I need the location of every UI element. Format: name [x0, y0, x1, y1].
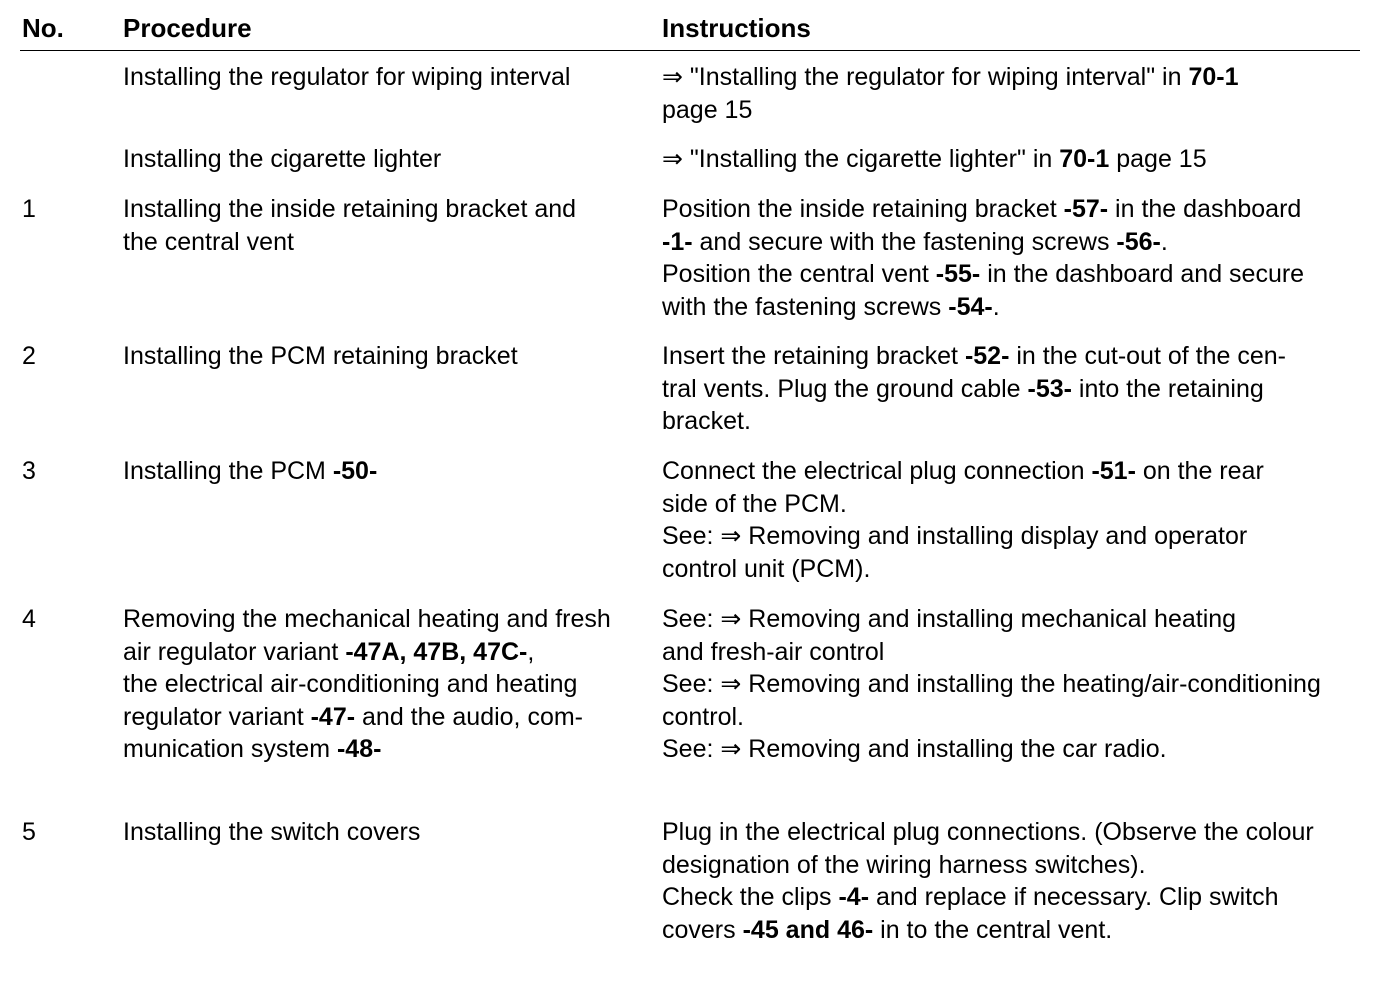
reference-number: 70-1 — [1188, 63, 1239, 91]
text-line — [662, 914, 1362, 947]
text-line — [662, 340, 1362, 373]
procedure-text — [123, 61, 641, 94]
text-segment: See: ⇒ Removing and installing mechanical heating — [662, 605, 1237, 633]
text-line — [123, 61, 641, 94]
text-line — [662, 258, 1362, 291]
procedure-text — [123, 193, 641, 258]
text-segment: Check the clips — [662, 883, 839, 912]
text-segment: See: ⇒ Removing and installing the car radio. — [662, 735, 1167, 764]
text-line — [123, 455, 641, 488]
text-segment: Installing the cigarette lighter — [123, 145, 442, 173]
procedure-text — [123, 143, 641, 176]
text-line — [662, 636, 1362, 669]
text-line — [662, 193, 1362, 226]
text-line — [662, 603, 1362, 636]
text-segment: covers — [662, 915, 743, 944]
text-segment: . — [992, 292, 1000, 321]
text-segment: and secure with the fastening screws — [692, 227, 1117, 256]
text-segment: with the fastening screws — [662, 292, 949, 321]
text-segment: ⇒ "Installing the cigarette lighter" in — [662, 145, 1060, 173]
procedure-text — [123, 816, 641, 849]
text-segment: See: ⇒ Removing and installing display and operator — [662, 522, 1248, 551]
text-segment: and replace if necessary. Clip switch — [869, 883, 1279, 912]
text-line — [123, 143, 641, 176]
text-segment: Installing the PCM retaining bracket — [123, 342, 518, 370]
text-segment: side of the PCM. — [662, 489, 847, 518]
text-line — [123, 816, 641, 849]
reference-number: -47- — [310, 702, 356, 731]
text-segment: ⇒ "Installing the regulator for wiping interval" in — [662, 63, 1189, 91]
text-segment: in to the central vent. — [873, 915, 1113, 944]
text-line — [662, 668, 1362, 701]
reference-number: -56- — [1116, 227, 1161, 256]
text-segment: in the dashboard and secure — [980, 260, 1305, 289]
text-line — [662, 816, 1362, 849]
text-segment: in the cut-out of the cen- — [1009, 342, 1286, 370]
text-line — [662, 61, 1362, 94]
text-segment: control unit (PCM). — [662, 554, 871, 583]
reference-number: -47A, 47B, 47C- — [345, 637, 528, 666]
text-segment: Plug in the electrical plug connections. (Observe the colour — [662, 818, 1314, 846]
text-line — [662, 405, 1362, 438]
text-segment: , — [527, 637, 535, 666]
text-segment: Installing the switch covers — [123, 818, 421, 846]
instructions-text — [662, 816, 1362, 946]
instructions-text — [662, 455, 1362, 585]
text-segment: designation of the wiring harness switches). — [662, 850, 1146, 879]
text-line — [662, 291, 1362, 324]
procedure-text — [123, 455, 641, 488]
text-segment: control. — [662, 702, 744, 731]
header-procedure: Procedure — [123, 13, 252, 43]
text-segment: bracket. — [662, 407, 751, 436]
text-segment: . — [1160, 227, 1168, 256]
header-rule — [20, 50, 1360, 51]
reference-number: -55- — [935, 260, 981, 289]
text-line — [123, 636, 641, 669]
text-segment: Installing the PCM — [123, 457, 333, 485]
text-line — [662, 455, 1362, 488]
text-line — [662, 849, 1362, 882]
procedure-text — [123, 603, 641, 766]
reference-number: -45 and 46- — [742, 915, 874, 944]
text-line — [123, 701, 641, 734]
text-segment: tral vents. Plug the ground cable — [662, 374, 1028, 403]
text-segment: the electrical air-conditioning and heating — [123, 670, 578, 699]
text-line — [662, 488, 1362, 521]
row-number: 2 — [22, 342, 36, 370]
header-no: No. — [22, 13, 64, 43]
text-line — [662, 94, 1362, 127]
text-line — [662, 226, 1362, 259]
header-instructions: Instructions — [662, 13, 811, 43]
text-line — [123, 603, 641, 636]
text-segment: See: ⇒ Removing and installing the heating/air-conditioning — [662, 670, 1321, 699]
text-line — [123, 733, 641, 766]
reference-number: -51- — [1091, 457, 1136, 485]
text-segment: and the audio, com- — [355, 702, 583, 731]
text-segment: Removing the mechanical heating and fresh — [123, 605, 611, 633]
row-number: 4 — [22, 605, 36, 633]
text-line — [662, 701, 1362, 734]
row-number: 1 — [22, 195, 36, 223]
text-segment: Installing the inside retaining bracket and — [123, 195, 577, 223]
instructions-text — [662, 143, 1362, 176]
text-segment: into the retaining — [1071, 374, 1264, 403]
text-line — [662, 143, 1362, 176]
text-segment: page 15 — [1109, 145, 1207, 173]
text-segment: Installing the regulator for wiping interval — [123, 63, 571, 91]
text-line — [123, 340, 641, 373]
text-segment: the central vent — [123, 227, 294, 256]
text-segment: and fresh-air control — [662, 637, 885, 666]
text-line — [123, 226, 641, 259]
text-segment: munication system — [123, 735, 337, 764]
row-number: 3 — [22, 457, 36, 485]
text-segment: regulator variant — [123, 702, 311, 731]
reference-number: -4- — [838, 883, 870, 912]
text-segment: Insert the retaining bracket — [662, 342, 965, 370]
text-segment: air regulator variant — [123, 637, 346, 666]
instructions-text — [662, 603, 1362, 766]
text-segment: on the rear — [1135, 457, 1264, 485]
reference-number: -1- — [662, 227, 693, 256]
text-line — [123, 193, 641, 226]
text-line — [662, 881, 1362, 914]
text-segment: Connect the electrical plug connection — [662, 457, 1092, 485]
text-segment: Position the inside retaining bracket — [662, 195, 1064, 223]
instructions-text — [662, 340, 1362, 438]
reference-number: -48- — [336, 735, 382, 764]
instructions-text — [662, 193, 1362, 323]
row-number: 5 — [22, 818, 36, 846]
procedure-text — [123, 340, 641, 373]
reference-number: 70-1 — [1059, 145, 1110, 173]
text-line — [662, 520, 1362, 553]
text-line — [662, 373, 1362, 406]
reference-number: -52- — [964, 342, 1010, 370]
reference-number: -57- — [1063, 195, 1109, 223]
reference-number: -53- — [1027, 374, 1072, 403]
text-line — [662, 553, 1362, 586]
text-segment: Position the central vent — [662, 260, 936, 289]
reference-number: -50- — [332, 457, 378, 485]
reference-number: -54- — [948, 292, 993, 321]
text-segment: in the dashboard — [1108, 195, 1302, 223]
text-line — [123, 668, 641, 701]
instructions-text — [662, 61, 1362, 126]
text-line — [662, 733, 1362, 766]
text-segment: page 15 — [662, 95, 753, 124]
